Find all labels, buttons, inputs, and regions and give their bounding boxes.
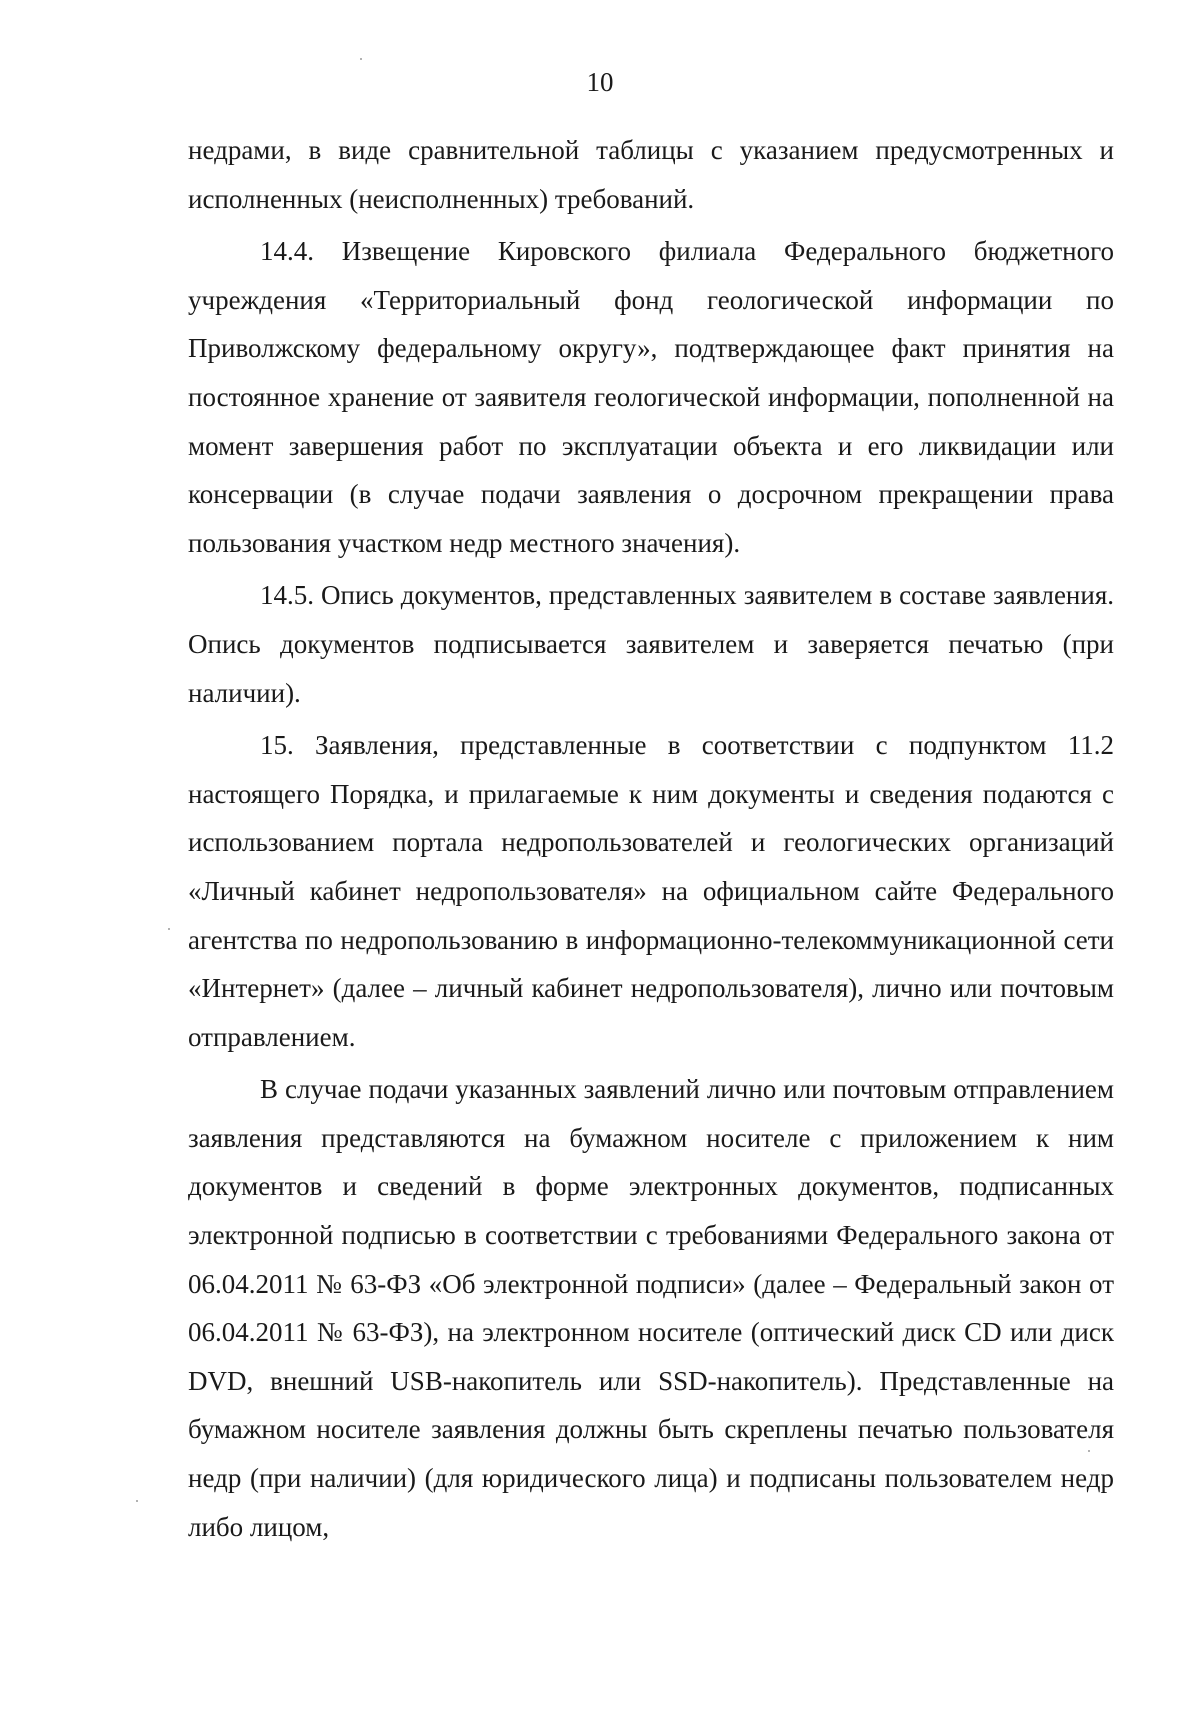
- page-number: 10: [586, 67, 614, 97]
- scan-speck: [136, 1500, 138, 1502]
- paragraph-item-14-4: 14.4. Извещение Кировского филиала Федерального бюджетного учреждения «Территориальный фонд геологической информации по Приволжскому федеральному округу», подтверждающее факт принятия на постоянное хранение от заявителя геологической информации, пополненной на момент завершения работ по эксплуатации объекта и его ликвидации или консервации (в случае подачи заявления о досрочном прекращении права пользования участком недр местного значения).: [188, 236, 1114, 558]
- paragraph-continuation: недрами, в виде сравнительной таблицы с указанием предусмотренных и исполненных (неисполненных) требований.: [188, 135, 1114, 214]
- scan-speck: [360, 58, 362, 60]
- scan-speck: [168, 928, 170, 930]
- paragraph-item-14-5: 14.5. Опись документов, представленных заявителем в составе заявления. Опись документов подписывается заявителем и заверяется печатью (при наличии).: [188, 580, 1114, 708]
- document-body: [188, 126, 1114, 1555]
- scan-speck: [1088, 1450, 1090, 1452]
- paragraph-item-15-paper: В случае подачи указанных заявлений лично или почтовым отправлением заявления представляются на бумажном носителе с приложением к ним документов и сведений в форме электронных документов, подписанных электронной подписью в соответствии с требованиями Федерального закона от 06.04.2011 № 63-ФЗ «Об электронной подписи» (далее – Федеральный закон от 06.04.2011 № 63-ФЗ), на электронном носителе (оптический диск CD или диск DVD, внешний USB-накопитель или SSD-накопитель). Представленные на бумажном носителе заявления должны быть скреплены печатью пользователя недр (при наличии) (для юридического лица) и подписаны пользователем недр либо лицом,: [188, 1074, 1114, 1542]
- paragraph-item-15: 15. Заявления, представленные в соответствии с подпунктом 11.2 настоящего Порядка, и прилагаемые к ним документы и сведения подаются с использованием портала недропользователей и геологических организаций «Личный кабинет недропользователя» на официальном сайте Федерального агентства по недропользованию в информационно-телекоммуникационной сети «Интернет» (далее – личный кабинет недропользователя), лично или почтовым отправлением.: [188, 730, 1114, 1052]
